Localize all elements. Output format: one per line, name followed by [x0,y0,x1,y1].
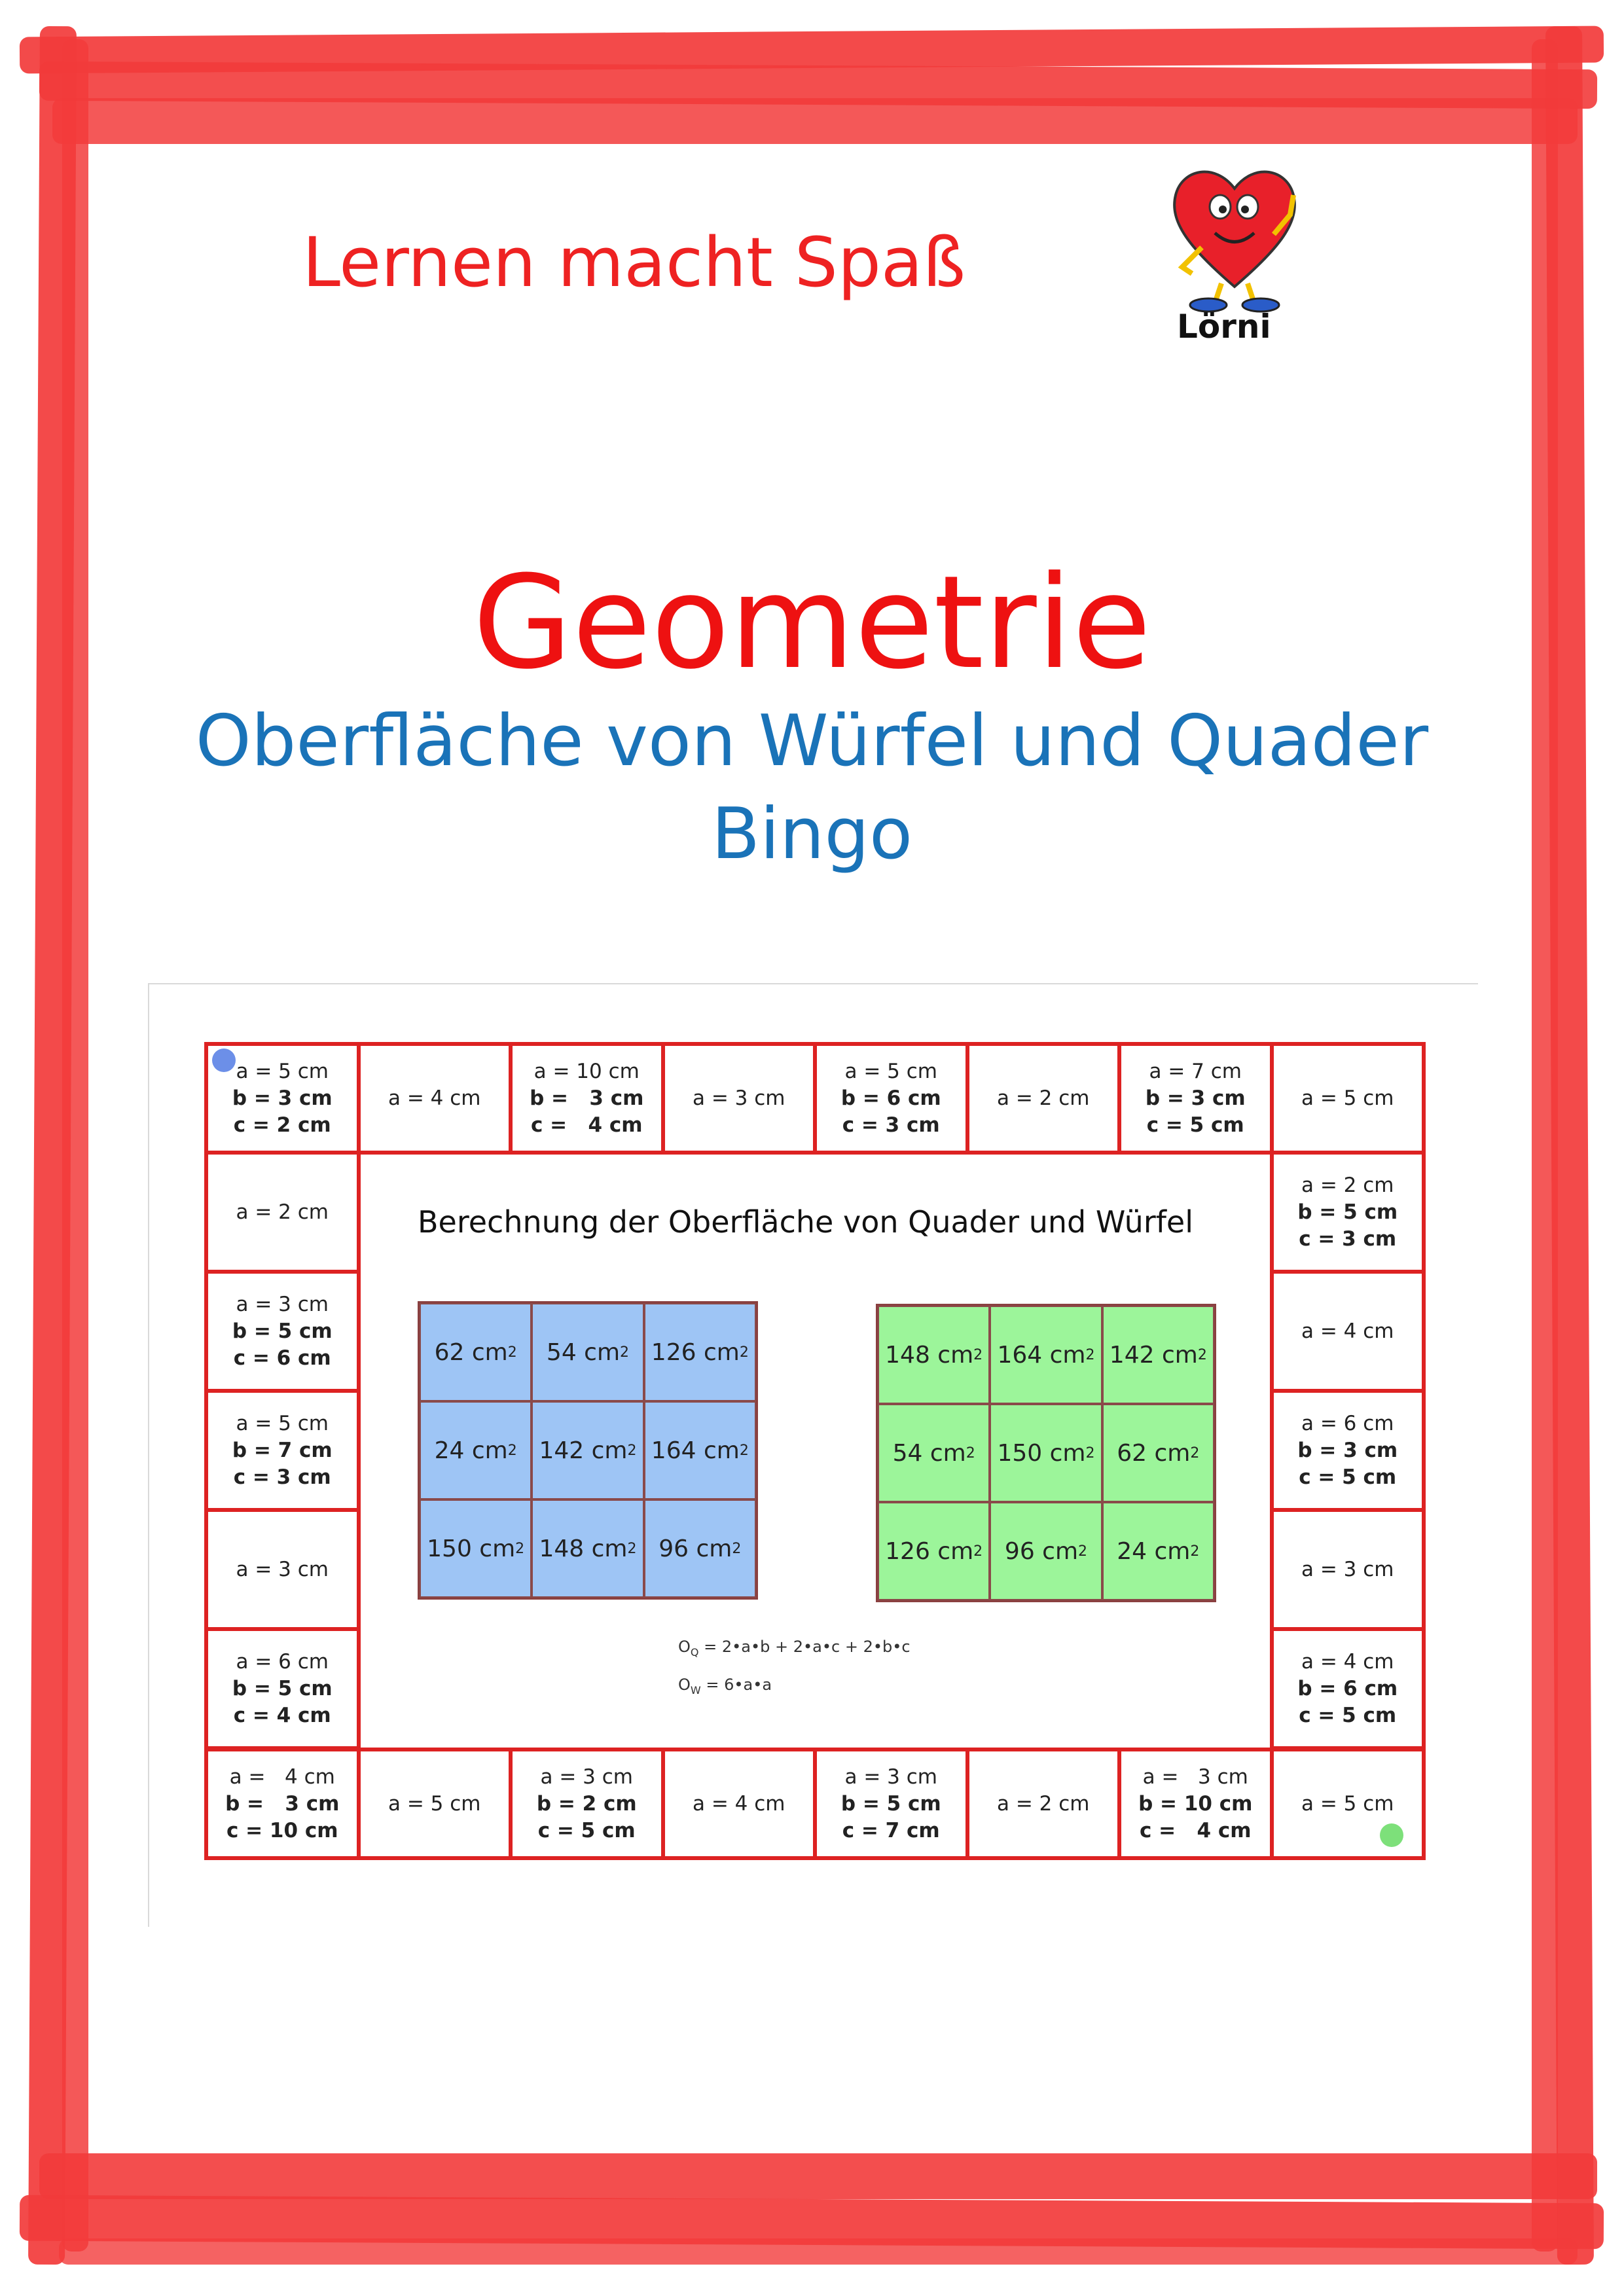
cell-line: a = 3 cm [236,1292,329,1316]
cell-line: c = 4 cm [233,1703,331,1727]
cell-line: b = 3 cm [232,1086,333,1110]
bingo-cell-top [813,1042,969,1155]
bingo-cell-bottom [509,1748,665,1860]
cell-line: c = 3 cm [1299,1227,1397,1251]
formula-quader-sub: Q [690,1645,699,1659]
answer-cell: 24 cm 2 [420,1401,532,1499]
formula-wuerfel-letter: O [678,1676,691,1694]
cell-line: c = 7 cm [842,1818,940,1842]
cell-line: b = 3 cm [225,1791,340,1816]
cell-line: c = 5 cm [1146,1113,1244,1137]
cell-line: a = 3 cm [693,1086,785,1110]
cell-line: c = 4 cm [530,1113,643,1137]
answer-cell: 142 cm 2 [532,1401,643,1499]
answer-cell: 62 cm 2 [1102,1404,1214,1502]
cell-line: a = 2 cm [1301,1173,1394,1197]
cell-line: a = 5 cm [844,1059,937,1083]
answer-cell: 148 cm 2 [532,1499,643,1598]
cell-line: a = 6 cm [236,1649,329,1674]
frame-bottom [39,2153,1597,2199]
answer-cell: 164 cm 2 [990,1306,1102,1404]
finish-marker [1380,1823,1403,1847]
cell-line: a = 3 cm [1142,1765,1248,1789]
cell-line: b = 3 cm [530,1086,644,1110]
bingo-cell-top [1117,1042,1274,1155]
cell-line: a = 3 cm [1301,1557,1394,1581]
cell-line: a = 4 cm [693,1791,785,1816]
answer-cell: 24 cm 2 [1102,1502,1214,1600]
bingo-cell-left [204,1627,361,1750]
answer-cell: 126 cm 2 [644,1303,756,1401]
green-answer-grid [876,1304,1216,1602]
cell-line: b = 2 cm [536,1791,637,1816]
bingo-cell-top [357,1042,513,1155]
start-marker [212,1049,236,1072]
cell-line: c = 5 cm [1299,1465,1397,1489]
cell-line: c = 2 cm [233,1113,331,1137]
answer-cell: 62 cm 2 [420,1303,532,1401]
cell-line: a = 7 cm [1149,1059,1242,1083]
cell-line: c = 6 cm [233,1346,331,1370]
cell-line: b = 5 cm [232,1676,333,1700]
heart-mascot-icon [1163,156,1307,313]
cell-line: b = 3 cm [1145,1086,1246,1110]
cell-line: b = 5 cm [1297,1200,1398,1224]
answer-cell: 54 cm 2 [878,1404,990,1502]
answer-cell: 96 cm 2 [990,1502,1102,1600]
bingo-cell-right [1270,1270,1426,1393]
bingo-cell-top [509,1042,665,1155]
bingo-cell-bottom [1270,1748,1426,1860]
bingo-cell-right [1270,1389,1426,1512]
bingo-cell-bottom [661,1748,818,1860]
cell-line: a = 3 cm [844,1765,937,1789]
bingo-cell-top [965,1042,1122,1155]
cell-line: a = 5 cm [236,1059,329,1083]
bingo-cell-top [661,1042,818,1155]
board-inner-title: Berechnung der Oberfläche von Quader und Würfel [418,1204,1194,1240]
bingo-cell-left [204,1389,361,1512]
cell-line: a = 2 cm [997,1086,1090,1110]
cell-line: a = 5 cm [236,1411,329,1435]
cell-line: c = 4 cm [1139,1818,1252,1842]
bingo-cell-bottom [965,1748,1122,1860]
answer-cell: 148 cm 2 [878,1306,990,1404]
bingo-cell-left [204,1508,361,1631]
mascot-name: Lörni [1177,308,1271,346]
page-subtitle-2: Bingo [711,793,913,875]
bingo-cell-right [1270,1151,1426,1274]
blue-answer-grid [418,1301,758,1600]
cell-line: a = 4 cm [1301,1649,1394,1674]
answer-cell: 54 cm 2 [532,1303,643,1401]
formula-quader [678,1638,911,1659]
tagline: Lernen macht Spaß [302,223,966,302]
frame-right-2 [1532,39,1558,2251]
cell-line: b = 7 cm [232,1438,333,1462]
cell-line: c = 5 cm [1299,1703,1397,1727]
bingo-cell-bottom [204,1748,361,1860]
cell-line: a = 2 cm [236,1200,329,1224]
formula-quader-expr: = 2•a•b + 2•a•c + 2•b•c [698,1638,911,1656]
bingo-cell-right [1270,1627,1426,1750]
bingo-cell-bottom [813,1748,969,1860]
page-title: Geometrie [473,548,1151,698]
bingo-cell-bottom [357,1748,513,1860]
cell-line: a = 10 cm [533,1059,640,1083]
cell-line: c = 3 cm [842,1113,940,1137]
cell-line: b = 10 cm [1138,1791,1253,1816]
frame-left-2 [62,39,88,2251]
frame-bottom-3 [59,2238,1578,2265]
page-subtitle: Oberfläche von Würfel und Quader [195,700,1429,782]
cell-line: a = 3 cm [540,1765,633,1789]
cell-line: c = 10 cm [226,1818,338,1842]
cell-line: b = 6 cm [840,1086,941,1110]
cell-line: a = 6 cm [1301,1411,1394,1435]
cell-line: a = 4 cm [1301,1319,1394,1343]
bingo-cell-bottom [1117,1748,1274,1860]
formula-wuerfel-expr: = 6•a•a [700,1676,772,1694]
answer-cell: 142 cm 2 [1102,1306,1214,1404]
cell-line: b = 5 cm [232,1319,333,1343]
answer-cell: 126 cm 2 [878,1502,990,1600]
cell-line: a = 3 cm [236,1557,329,1581]
cell-line: c = 5 cm [537,1818,636,1842]
bingo-cell-left [204,1151,361,1274]
formula-wuerfel [678,1676,772,1696]
cell-line: a = 5 cm [1301,1086,1394,1110]
cell-line: a = 4 cm [388,1086,481,1110]
cell-line: b = 3 cm [1297,1438,1398,1462]
cell-line: c = 3 cm [233,1465,331,1489]
cell-line: b = 5 cm [840,1791,941,1816]
cell-line: a = 4 cm [229,1765,335,1789]
answer-cell: 96 cm 2 [644,1499,756,1598]
bingo-cell-top [1270,1042,1426,1155]
bingo-cell-right [1270,1508,1426,1631]
formula-quader-letter: O [678,1638,691,1656]
cell-line: a = 5 cm [1301,1791,1394,1816]
formula-wuerfel-sub: W [690,1683,701,1696]
answer-cell: 150 cm 2 [420,1499,532,1598]
answer-cell: 150 cm 2 [990,1404,1102,1502]
frame-top-3 [39,62,1597,109]
answer-cell: 164 cm 2 [644,1401,756,1499]
bingo-cell-left [204,1270,361,1393]
cell-line: a = 2 cm [997,1791,1090,1816]
cell-line: a = 5 cm [388,1791,481,1816]
cell-line: b = 6 cm [1297,1676,1398,1700]
